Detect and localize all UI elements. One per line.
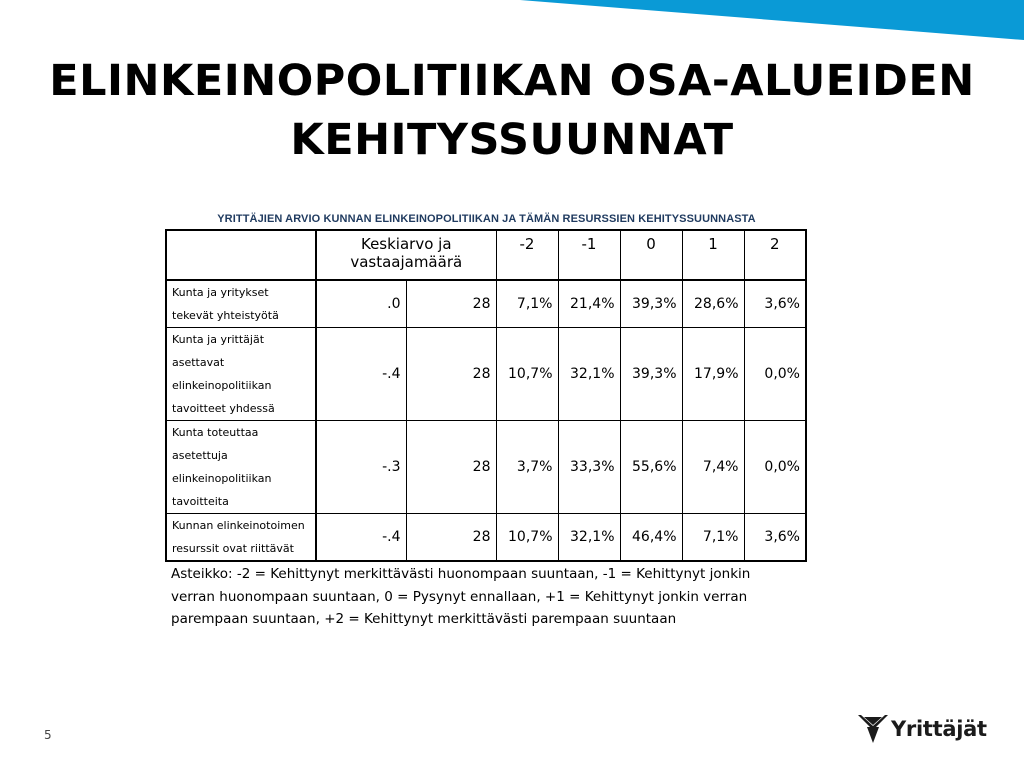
pct-minus-2-cell: 10,7%	[496, 328, 558, 421]
count-cell: 28	[406, 514, 496, 562]
mean-cell: -.3	[316, 421, 406, 514]
pct-zero-cell: 39,3%	[620, 280, 682, 328]
header-zero: 0	[620, 230, 682, 280]
results-table	[165, 229, 807, 562]
row-label-line: elinkeinopolitiikan	[172, 472, 272, 485]
pct-plus-2-cell: 3,6%	[744, 280, 806, 328]
pct-minus-1-cell: 33,3%	[558, 421, 620, 514]
count-cell: 28	[406, 328, 496, 421]
row-label-line: resurssit ovat riittävät	[172, 542, 294, 555]
pct-plus-2-cell: 0,0%	[744, 328, 806, 421]
count-cell: 28	[406, 421, 496, 514]
row-label	[166, 514, 316, 562]
row-label-line: elinkeinopolitiikan	[172, 379, 272, 392]
pct-plus-2-cell: 0,0%	[744, 421, 806, 514]
table-row	[166, 421, 806, 514]
pct-zero-cell: 46,4%	[620, 514, 682, 562]
pct-minus-2-cell: 3,7%	[496, 421, 558, 514]
header-plus-2: 2	[744, 230, 806, 280]
pct-minus-1-cell: 21,4%	[558, 280, 620, 328]
mean-cell: -.4	[316, 514, 406, 562]
yrittajat-logo-icon	[858, 715, 888, 743]
scale-line: verran huonompaan suuntaan, 0 = Pysynyt ennallaan, +1 = Kehittynyt jonkin verran	[171, 588, 748, 605]
scale-line: Asteikko: -2 = Kehittynyt merkittävästi huonompaan suuntaan, -1 = Kehittynyt jonkin	[171, 566, 751, 582]
row-label-line: Kunta ja yritykset	[172, 286, 269, 299]
row-label-line: Kunta toteuttaa	[172, 426, 259, 439]
row-label	[166, 280, 316, 328]
slide-title-line-2: KEHITYSSUUNNAT	[290, 115, 734, 165]
table-row	[166, 514, 806, 562]
page-number: 5	[44, 728, 52, 742]
mean-cell: -.4	[316, 328, 406, 421]
blue-accent-stripe	[0, 0, 1024, 60]
header-mean-and-count: Keskiarvo ja vastaajamäärä	[316, 230, 496, 280]
logo-text: Yrittäjät	[891, 717, 987, 741]
pct-plus-1-cell: 7,1%	[682, 514, 744, 562]
mean-cell: .0	[316, 280, 406, 328]
slide-title	[0, 52, 1024, 170]
scale-line: parempaan suuntaan, +2 = Kehittynyt merkittävästi parempaan suuntaan	[171, 611, 677, 627]
pct-plus-2-cell: 3,6%	[744, 514, 806, 562]
row-label	[166, 421, 316, 514]
table-row	[166, 328, 806, 421]
row-label-line: Kunnan elinkeinotoimen	[172, 519, 305, 532]
header-minus-2: -2	[496, 230, 558, 280]
pct-plus-1-cell: 7,4%	[682, 421, 744, 514]
yrittajat-logo	[858, 714, 987, 744]
count-cell: 28	[406, 280, 496, 328]
row-label-line: asetettuja	[172, 449, 228, 462]
pct-plus-1-cell: 28,6%	[682, 280, 744, 328]
header-minus-1: -1	[558, 230, 620, 280]
pct-minus-1-cell: 32,1%	[558, 514, 620, 562]
table-header-row	[166, 230, 806, 280]
pct-plus-1-cell: 17,9%	[682, 328, 744, 421]
pct-zero-cell: 39,3%	[620, 328, 682, 421]
row-label-line: tekevät yhteistyötä	[172, 309, 279, 322]
table-caption: YRITTÄJIEN ARVIO KUNNAN ELINKEINOPOLITIIKAN JA TÄMÄN RESURSSIEN KEHITYSSUUNNASTA	[217, 213, 756, 225]
pct-minus-2-cell: 7,1%	[496, 280, 558, 328]
pct-zero-cell: 55,6%	[620, 421, 682, 514]
row-label	[166, 328, 316, 421]
row-label-line: tavoitteita	[172, 495, 229, 508]
pct-minus-1-cell: 32,1%	[558, 328, 620, 421]
table-row	[166, 280, 806, 328]
header-empty-cell	[166, 230, 316, 280]
pct-minus-2-cell: 10,7%	[496, 514, 558, 562]
row-label-line: tavoitteet yhdessä	[172, 402, 275, 415]
slide-title-line-1: ELINKEINOPOLITIIKAN OSA-ALUEIDEN	[49, 56, 975, 106]
row-label-line: Kunta ja yrittäjät	[172, 333, 265, 346]
row-label-line: asettavat	[172, 356, 225, 369]
header-plus-1: 1	[682, 230, 744, 280]
scale-explanation	[171, 563, 791, 631]
